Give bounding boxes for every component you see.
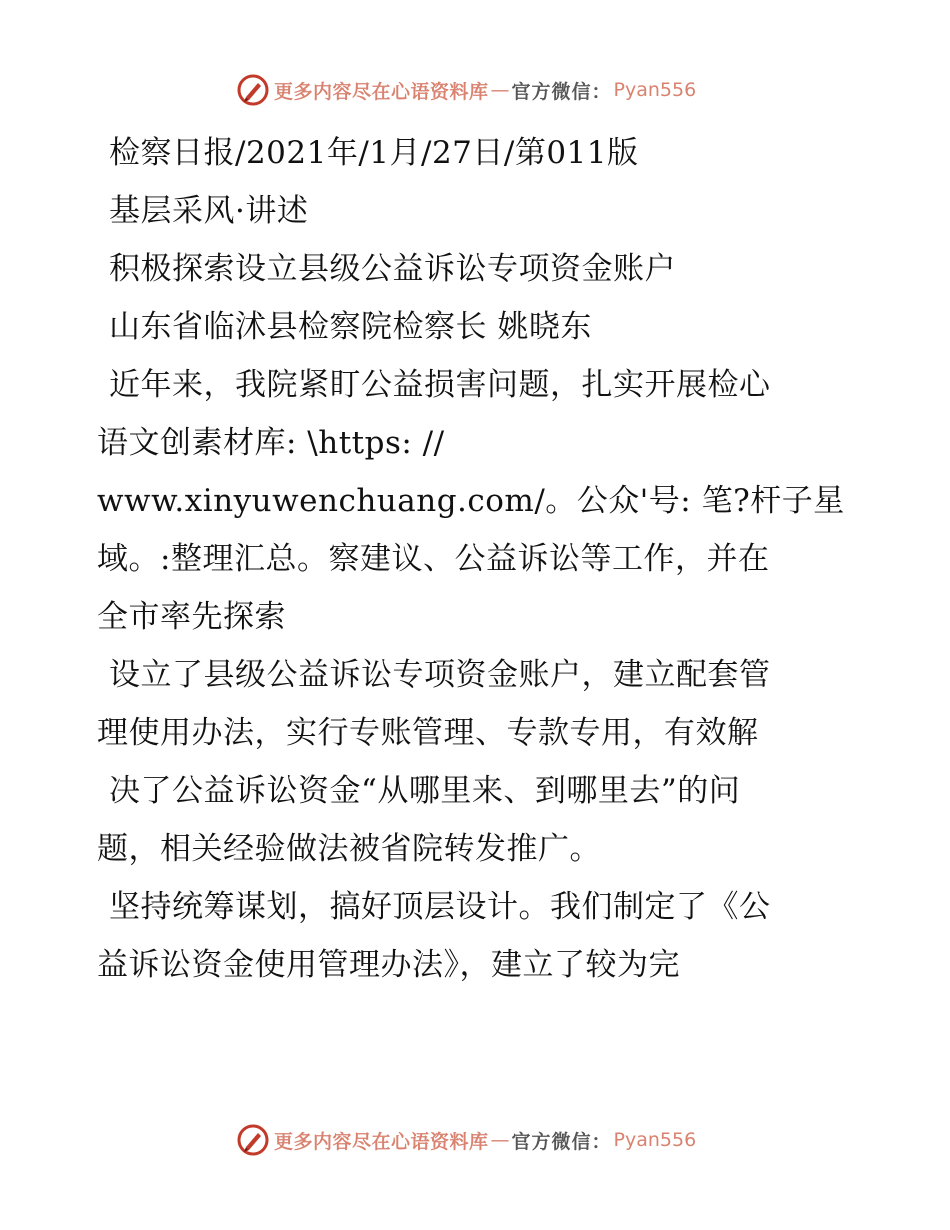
text-line: 近年来，我院紧盯公益损害问题，扎实开展检心 xyxy=(109,367,771,403)
watermark-header xyxy=(236,72,696,108)
text-line: 设立了县级公益诉讼专项资金账户，建立配套管 xyxy=(109,657,771,693)
watermark-id: Pyan556 xyxy=(613,79,697,101)
text-line: 益诉讼资金使用管理办法》，建立了较为完 xyxy=(97,947,680,983)
watermark-label: 官方微信： xyxy=(511,80,612,103)
watermark-footer xyxy=(236,1122,696,1158)
article-title: 积极探索设立县级公益诉讼专项资金账户 xyxy=(109,251,676,287)
author-line: 山东省临沭县检察院检察长 姚晓东 xyxy=(109,309,592,345)
text-line: 语文创素材库: \https: // xyxy=(97,425,445,461)
red-pen-circle-logo-icon xyxy=(236,1123,270,1157)
watermark-label: 官方微信： xyxy=(511,1130,612,1153)
text-line: 理使用办法，实行专账管理、专款专用，有效解 xyxy=(97,715,759,751)
watermark-id: Pyan556 xyxy=(613,1129,697,1151)
watermark-dash: — xyxy=(490,79,510,101)
text-line: 坚持统筹谋划，搞好顶层设计。我们制定了《公 xyxy=(109,889,771,925)
watermark-text: 更多内容尽在心语资料库 xyxy=(274,80,489,103)
text-line: 全市率先探索 xyxy=(97,599,286,635)
watermark-dash: — xyxy=(490,1129,510,1151)
text-line: 题，相关经验做法被省院转发推广。 xyxy=(97,831,601,867)
column-line: 基层采风·讲述 xyxy=(109,193,309,229)
article-body xyxy=(97,124,845,994)
source-line: 检察日报/2021年/1月/27日/第011版 xyxy=(109,135,639,171)
red-pen-circle-logo-icon xyxy=(236,73,270,107)
watermark-text: 更多内容尽在心语资料库 xyxy=(274,1130,489,1153)
article-text xyxy=(97,124,845,994)
text-line: www.xinyuwenchuang.com/。公众'号: 笔?杆子星 xyxy=(97,483,845,519)
text-line: 域。:整理汇总。察建议、公益诉讼等工作，并在 xyxy=(97,541,770,577)
text-line: 决了公益诉讼资金“从哪里来、到哪里去”的问 xyxy=(109,773,741,809)
